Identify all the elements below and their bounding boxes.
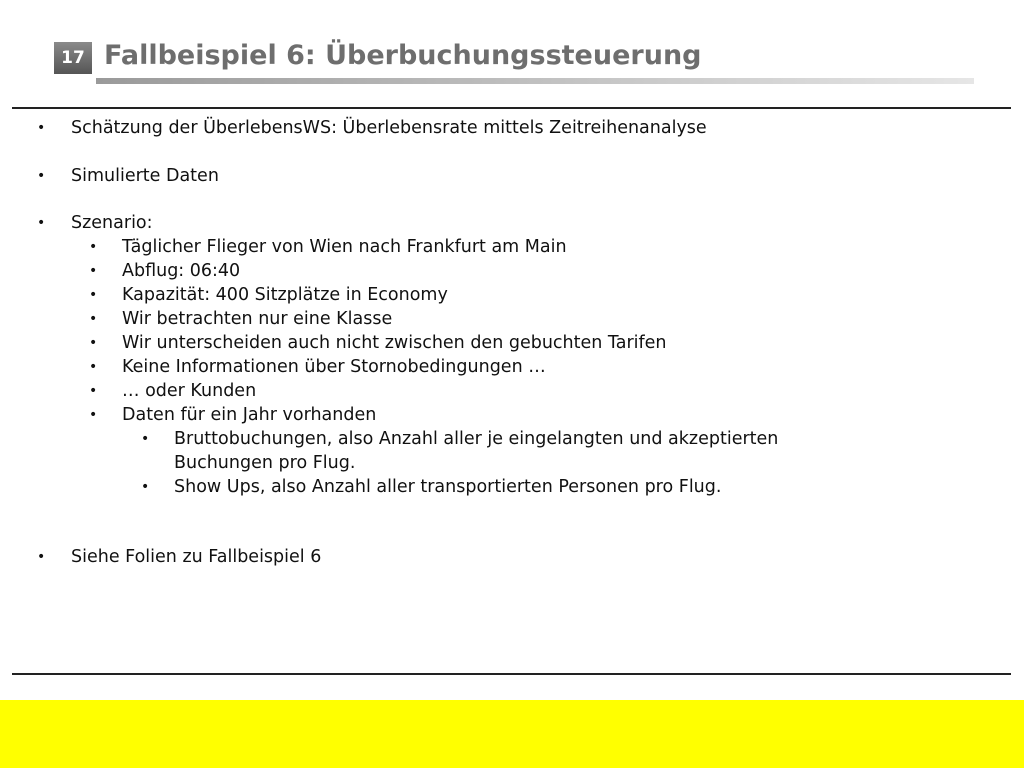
list-item-text: Simulierte Daten (71, 166, 219, 186)
list-item-text: Buchungen pro Flug. (174, 453, 356, 473)
bottom-divider (12, 673, 1011, 675)
list-item-text: … oder Kunden (122, 381, 257, 401)
list-item-text: Daten für ein Jahr vorhanden (122, 405, 377, 425)
bullet-icon: • (89, 263, 98, 279)
sub-sub-list-item (141, 475, 722, 499)
bullet-icon: • (89, 407, 98, 423)
sub-list-item (89, 331, 667, 355)
slide-title: Fallbeispiel 6: Überbuchungssteuerung (104, 40, 702, 71)
list-item-text: Schätzung der ÜberlebensWS: Überlebensrate mittels Zeitreihenanalyse (71, 118, 707, 138)
list-item-text: Show Ups, also Anzahl aller transportierten Personen pro Flug. (174, 477, 722, 497)
list-item (37, 211, 153, 235)
list-item (37, 116, 707, 140)
list-item-text: Wir betrachten nur eine Klasse (122, 309, 393, 329)
list-item-text: Kapazität: 400 Sitzplätze in Economy (122, 285, 448, 305)
list-item-text: Szenario: (71, 213, 153, 233)
footer-band (0, 700, 1024, 768)
sub-list-item (89, 355, 546, 379)
sub-list-item (89, 379, 257, 403)
bullet-icon: • (37, 168, 46, 184)
list-item (37, 164, 219, 188)
sub-sub-list-item (141, 427, 779, 451)
sub-list-item (89, 283, 448, 307)
sub-list-item (89, 403, 377, 427)
bullet-icon: • (37, 215, 46, 231)
list-item-text: Keine Informationen über Stornobedingungen … (122, 357, 546, 377)
list-item-continuation (174, 451, 355, 475)
list-item (37, 545, 322, 569)
top-divider (12, 107, 1011, 109)
list-item-text: Wir unterscheiden auch nicht zwischen den gebuchten Tarifen (122, 333, 667, 353)
list-item-text: Bruttobuchungen, also Anzahl aller je eingelangten und akzeptierten (174, 429, 779, 449)
bullet-icon: • (89, 335, 98, 351)
bullet-icon: • (89, 383, 98, 399)
bullet-icon: • (37, 120, 46, 136)
sub-list-item (89, 259, 241, 283)
list-item-text: Siehe Folien zu Fallbeispiel 6 (71, 547, 322, 567)
sub-list-item (89, 235, 567, 259)
title-underline-bar (96, 78, 974, 84)
bullet-icon: • (141, 479, 150, 495)
list-item-text: Abflug: 06:40 (122, 261, 241, 281)
bullet-icon: • (89, 239, 98, 255)
bullet-icon: • (141, 431, 150, 447)
bullet-icon: • (89, 359, 98, 375)
bullet-icon: • (89, 311, 98, 327)
bullet-icon: • (37, 549, 46, 565)
list-item-text: Täglicher Flieger von Wien nach Frankfurt am Main (122, 237, 567, 257)
bullet-icon: • (89, 287, 98, 303)
slide-number-badge: 17 (54, 42, 92, 74)
sub-list-item (89, 307, 393, 331)
